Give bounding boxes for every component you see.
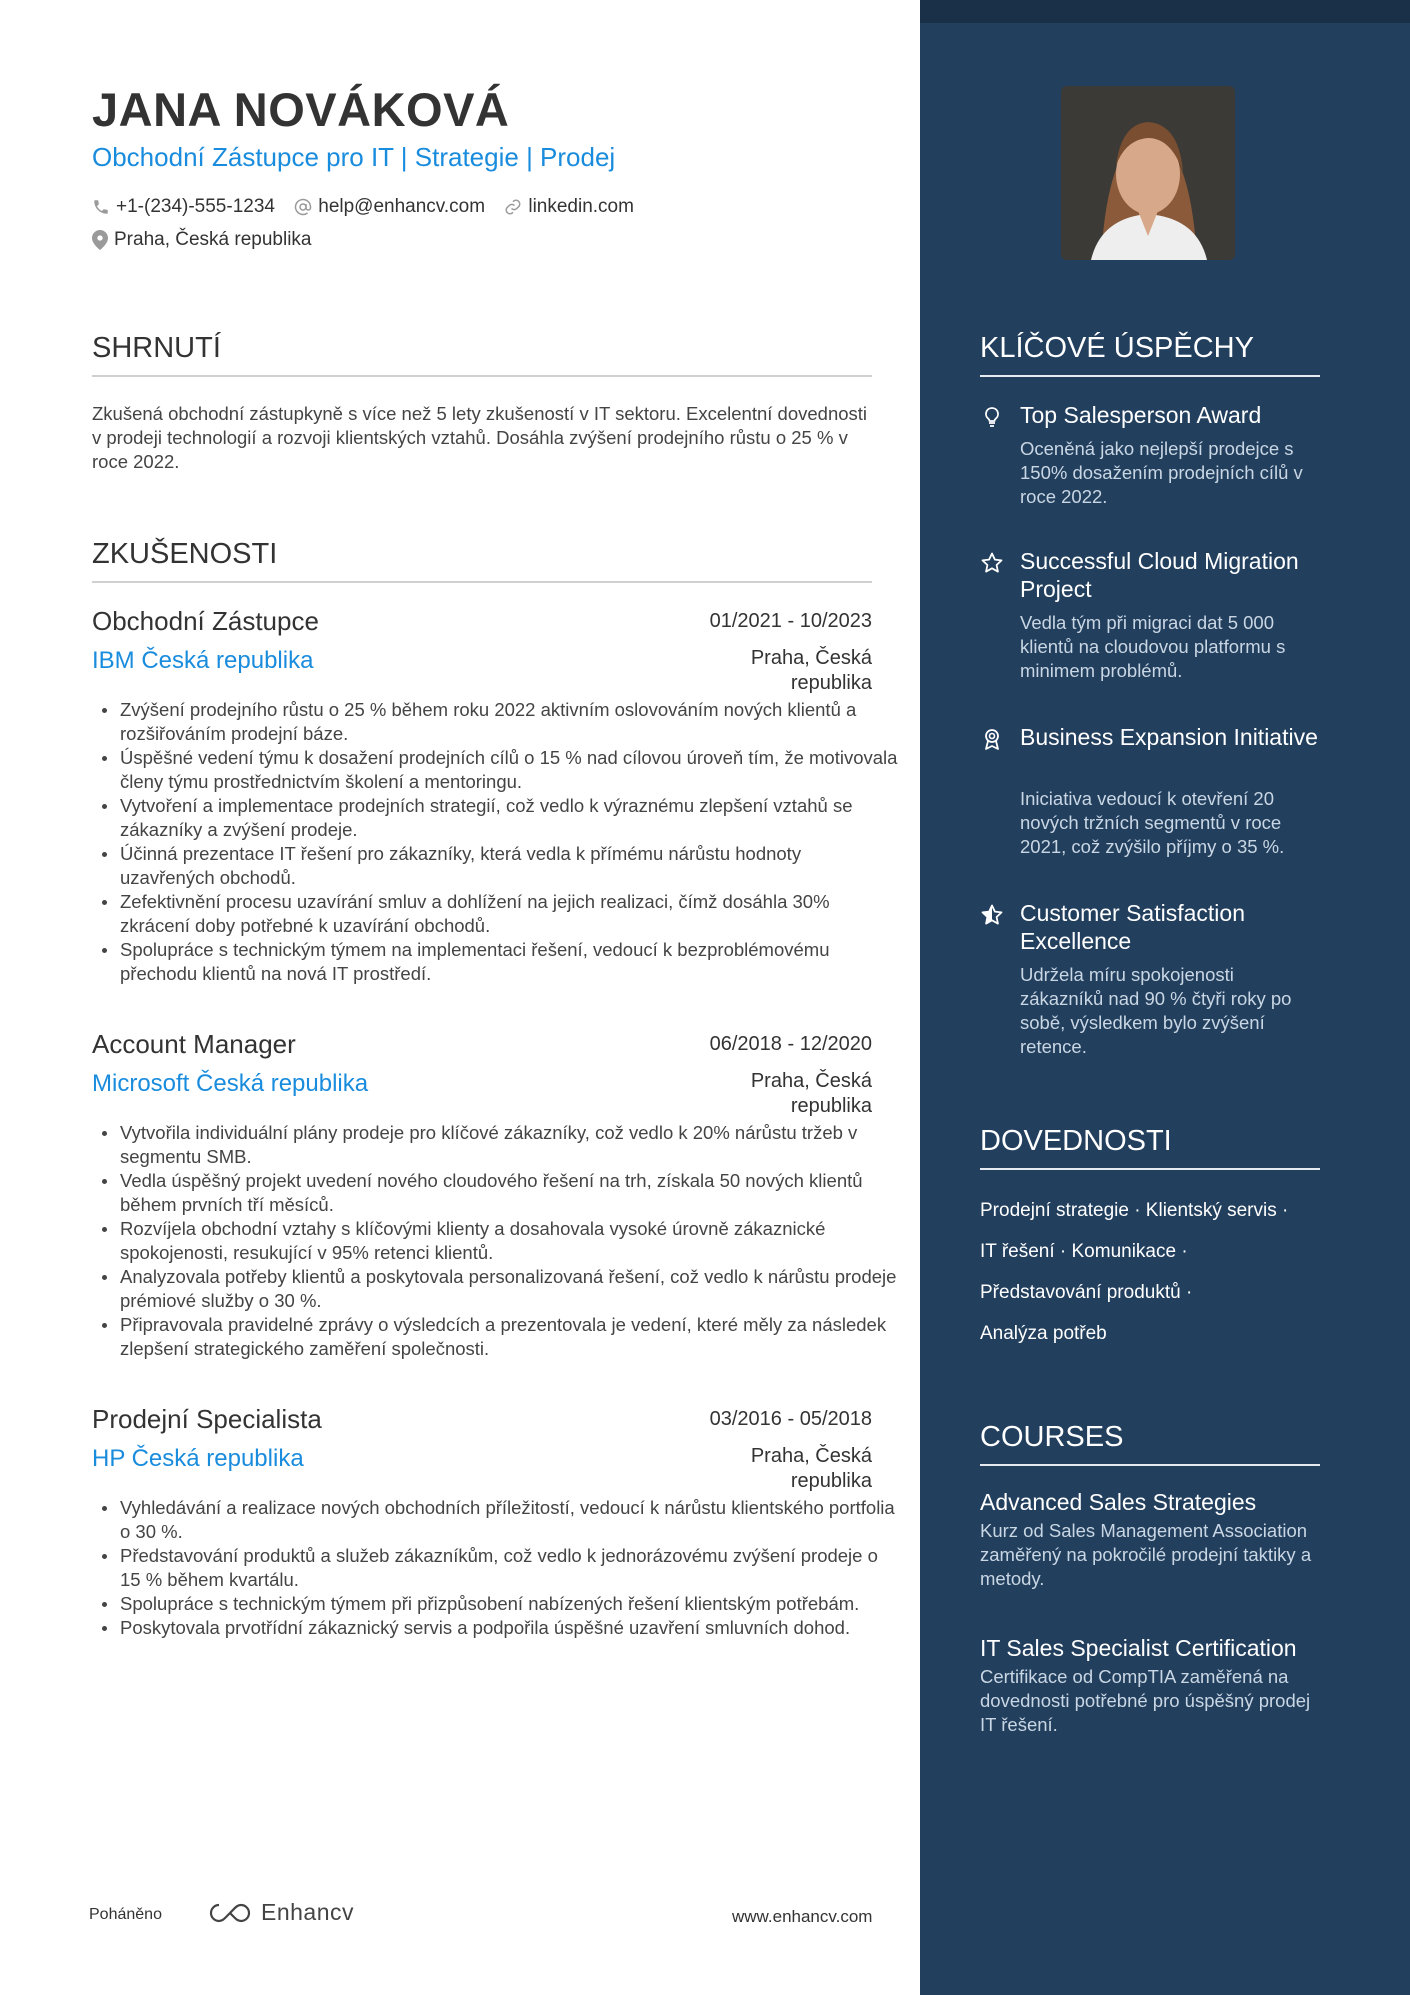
course-title: IT Sales Specialist Certification bbox=[980, 1635, 1297, 1661]
job-company[interactable]: IBM Česká republika bbox=[92, 647, 314, 674]
location-pin-icon bbox=[92, 230, 108, 250]
lightbulb-icon bbox=[980, 405, 1004, 429]
contact-row bbox=[92, 196, 648, 222]
course-item bbox=[980, 1634, 1320, 1737]
achievement-desc: Udržela míru spokojenosti zákazníků nad 90 % čtyři roky po sobě, výsledkem bylo zvýšení retence. bbox=[1020, 964, 1292, 1057]
achievement-title: Customer Satisfaction Excellence bbox=[1020, 900, 1245, 954]
phone-text: +1-(234)-555-1234 bbox=[116, 196, 275, 217]
job-bullet: Vedla úspěšný projekt uvedení nového cloudového řešení na trh, získala 50 nových klientů během prvních tří měsíců. bbox=[120, 1169, 900, 1217]
job-bullet: Poskytovala prvotřídní zákaznický servis a podpořila úspěšné uzavření smluvních dohod. bbox=[120, 1616, 900, 1640]
skills-line: IT řešení · Komunikace · bbox=[980, 1241, 1188, 1262]
job-bullet: Úspěšné vedení týmu k dosažení prodejních cílů o 15 % nad cílovou úroveň tím, že motivovala členy týmu prostřednictvím školení a mentoringu. bbox=[120, 746, 900, 794]
job-bullet: Vytvořila individuální plány prodeje pro klíčové zákazníky, což vedlo k 20% nárůstu tržeb v segmentu SMB. bbox=[120, 1121, 900, 1169]
course-desc: Kurz od Sales Management Association zaměřený na pokročilé prodejní taktiky a metody. bbox=[980, 1520, 1312, 1589]
job-bullet: Zvýšení prodejního růstu o 25 % během roku 2022 aktivním oslovováním nových klientů a rozšiřováním prodejní báze. bbox=[120, 698, 900, 746]
skills-line: Prodejní strategie · Klientský servis · bbox=[980, 1200, 1289, 1221]
job-location: Praha, Česká republika bbox=[750, 1445, 872, 1492]
contact-email[interactable] bbox=[294, 196, 485, 218]
star-half-icon bbox=[980, 903, 1004, 927]
skills-list bbox=[980, 1190, 1320, 1354]
achievement-desc: Oceněná jako nejlepší prodejce s 150% dosažením prodejních cílů v roce 2022. bbox=[1020, 438, 1303, 507]
achievements-heading: KLÍČOVÉ ÚSPĚCHY bbox=[980, 332, 1320, 377]
job-dates: 06/2018 - 12/2020 bbox=[709, 1033, 872, 1055]
at-icon bbox=[294, 198, 312, 216]
job-bullets bbox=[92, 1121, 900, 1361]
enhancv-logo-icon bbox=[207, 1901, 253, 1925]
course-item bbox=[980, 1488, 1320, 1591]
achievement-desc: Vedla tým při migraci dat 5 000 klientů na cloudovou platformu s minimem problémů. bbox=[1020, 612, 1286, 681]
linkedin-text: linkedin.com bbox=[528, 196, 634, 217]
footer-logo[interactable] bbox=[207, 1899, 354, 1926]
job-bullet: Účinná prezentace IT řešení pro zákazníky, která vedla k přímému nárůstu hodnoty uzavřených obchodů. bbox=[120, 842, 900, 890]
course-title: Advanced Sales Strategies bbox=[980, 1489, 1257, 1515]
footer-brand: Enhancv bbox=[261, 1899, 355, 1925]
achievement-title: Top Salesperson Award bbox=[1020, 402, 1262, 428]
contact-linkedin[interactable] bbox=[504, 196, 634, 218]
footer-url[interactable]: www.enhancv.com bbox=[732, 1907, 873, 1926]
award-icon bbox=[980, 727, 1004, 751]
job-bullet: Spolupráce s technickým týmem při přizpůsobení nabízených řešení klientským potřebám. bbox=[120, 1592, 900, 1616]
job-company[interactable]: HP Česká republika bbox=[92, 1445, 304, 1472]
job-title: Obchodní Zástupce bbox=[92, 606, 319, 636]
location-text: Praha, Česká republika bbox=[114, 229, 312, 250]
job-dates: 03/2016 - 05/2018 bbox=[709, 1408, 872, 1430]
achievement-desc: Iniciativa vedoucí k otevření 20 nových tržních segmentů v roce 2021, což zvýšilo příjmy o 35 %. bbox=[1020, 788, 1285, 857]
job-location: Praha, Česká republika bbox=[750, 647, 872, 694]
sidebar-top-bar bbox=[920, 0, 1410, 23]
footer-powered-by: Poháněno bbox=[89, 1906, 162, 1923]
job-bullet: Zefektivnění procesu uzavírání smluv a dohlížení na jejich realizaci, čímž dosáhla 30% zkrácení doby potřebné k uzavírání obchodů. bbox=[120, 890, 900, 938]
skills-heading: DOVEDNOSTI bbox=[980, 1125, 1320, 1170]
profile-photo bbox=[1061, 86, 1235, 260]
job-bullets bbox=[92, 1496, 900, 1640]
skills-line: Představování produktů · bbox=[980, 1282, 1193, 1303]
job-company[interactable]: Microsoft Česká republika bbox=[92, 1070, 369, 1097]
job-title: Account Manager bbox=[92, 1029, 296, 1059]
headline: Obchodní Zástupce pro IT | Strategie | Prodej bbox=[92, 142, 616, 172]
job-bullets bbox=[92, 698, 900, 986]
job-dates: 01/2021 - 10/2023 bbox=[709, 610, 872, 632]
job-bullet: Představování produktů a služeb zákazníkům, což vedlo k jednorázovému zvýšení prodeje o 15 % během kvartálu. bbox=[120, 1544, 900, 1592]
link-icon bbox=[504, 198, 522, 216]
course-desc: Certifikace od CompTIA zaměřená na dovednosti potřebné pro úspěšný prodej IT řešení. bbox=[980, 1666, 1311, 1735]
job-bullet: Analyzovala potřeby klientů a poskytovala personalizovaná řešení, což vedlo k nárůstu prodeje prémiové služby o 30 %. bbox=[120, 1265, 900, 1313]
summary-text: Zkušená obchodní zástupkyně s více než 5 lety zkušeností v IT sektoru. Excelentní dovednosti v prodeji technologií a rozvoji klientských vztahů. Dosáhla zvýšení prodejního růstu o 25 % v roce 2022. bbox=[92, 403, 868, 472]
experience-heading: ZKUŠENOSTI bbox=[92, 538, 872, 583]
job-title: Prodejní Specialista bbox=[92, 1404, 322, 1434]
job-bullet: Spolupráce s technickým týmem na implementaci řešení, vedoucí k bezproblémovému přechodu klientů na nová IT prostředí. bbox=[120, 938, 900, 986]
job-location: Praha, Česká republika bbox=[750, 1070, 872, 1117]
achievement-title: Business Expansion Initiative bbox=[1020, 724, 1318, 750]
email-text: help@enhancv.com bbox=[318, 196, 486, 217]
candidate-name: JANA NOVÁKOVÁ bbox=[92, 83, 510, 136]
achievement-title: Successful Cloud Migration Project bbox=[1020, 548, 1299, 602]
phone-icon bbox=[92, 198, 110, 216]
summary-heading: SHRNUTÍ bbox=[92, 332, 872, 377]
job-bullet: Vyhledávání a realizace nových obchodních příležitostí, vedoucí k nárůstu klientského portfolia o 30 %. bbox=[120, 1496, 900, 1544]
job-bullet: Vytvoření a implementace prodejních strategií, což vedlo k výraznému zlepšení vztahů se zákazníky a zvýšení prodeje. bbox=[120, 794, 900, 842]
courses-heading: COURSES bbox=[980, 1421, 1320, 1466]
contact-phone[interactable] bbox=[92, 196, 275, 218]
job-bullet: Rozvíjela obchodní vztahy s klíčovými klienty a dosahovala vysoké úrovně zákaznické spokojenosti, resukující v 95% retenci klientů. bbox=[120, 1217, 900, 1265]
skills-line: Analýza potřeb bbox=[980, 1323, 1107, 1344]
job-bullet: Připravovala pravidelné zprávy o výsledcích a prezentovala je vedení, které měly za následek zlepšení strategického zaměření společnosti. bbox=[120, 1313, 900, 1361]
star-icon bbox=[980, 551, 1004, 575]
contact-location bbox=[92, 229, 312, 251]
